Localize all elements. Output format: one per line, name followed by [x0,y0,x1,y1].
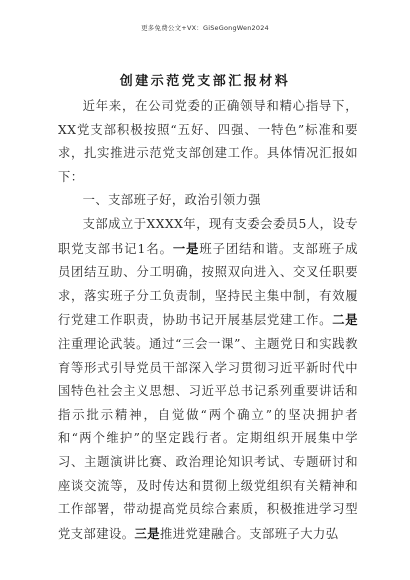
header-note: 更多免费公文+VX：GiSeGongWen2024 [141,24,269,32]
document-title: 创建示范党支部汇报材料 [119,74,291,89]
document-body [58,95,358,546]
paragraph-text: 班子团结和谐。支部班子成员团结互助、分工明确，按照双向进入、交叉任职要求，落实班子分工负责制，坚持民主集中制，有效履行党建工作职责，协助书记开展基层党建工作。 [58,241,359,328]
lead-phrase: 三是 [134,525,160,541]
lead-phrase: 二是 [332,312,359,328]
section-paragraph [58,213,358,546]
paragraph-text: 支部成立于XXXX年，现有支委会委员5人，设专职党支部书记1名。 [58,216,358,256]
section-heading: 一、支部班子好，政治引领力强 [82,193,262,208]
intro-paragraph: 近年来，在公司党委的正确领导和精心指导下，XX党支部积极按照“五好、四强、一特色”标准和要求，扎实推进示范党支部创建工作。具体情况汇报如下： [58,99,358,184]
paragraph-text: 推进党建融合。支部班子大力弘 [159,526,339,541]
paragraph-text: 注重理论武装。通过“三会一课”、主题党日和实践教育等形式引导党员干部深入学习贯彻习近平新时代中国特色社会主义思想、习近平总书记系列重要讲话和指示批示精神，自觉做“两个确立”的坚决拥护者和“两个维护”的坚定践行者。定期组织开展集中学习、主题演讲比赛、政治理论知识考试、专题研讨和座谈交流等，及时传达和贯彻上级党组织有关精神和工作部署，带动提高党员综合素质，积极推进学习型党支部建设。 [58,336,358,541]
lead-phrase: 一是 [172,240,200,256]
